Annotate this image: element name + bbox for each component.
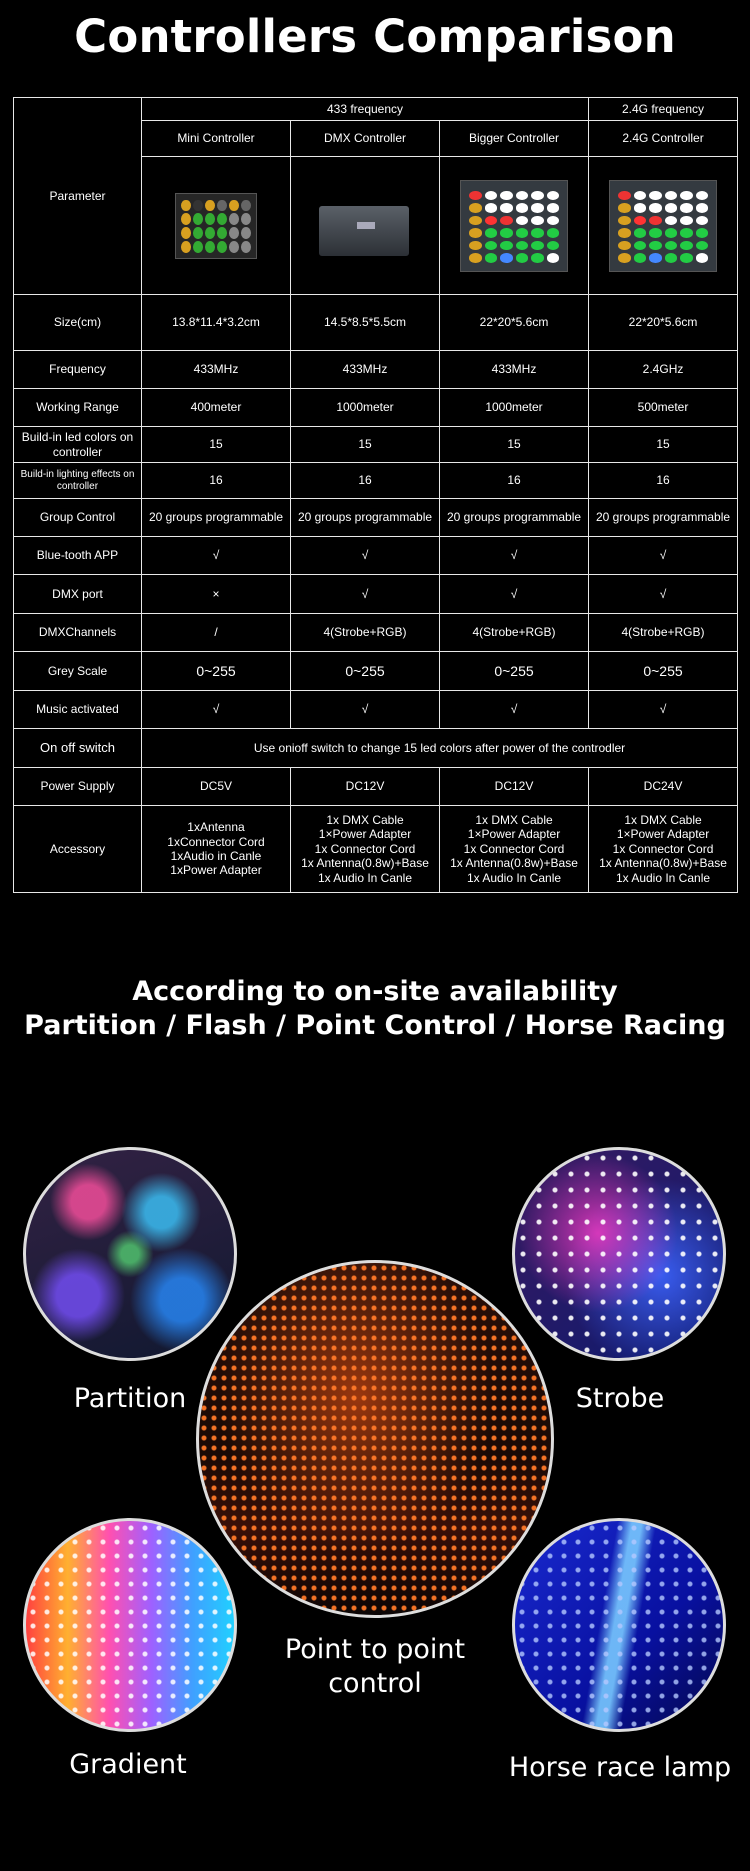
cell: 20 groups programmable — [291, 499, 440, 537]
cell: 500meter — [589, 389, 738, 427]
row-label: Music activated — [14, 691, 142, 729]
partition-photo — [23, 1147, 237, 1361]
row-label: Build-in led colors on controller — [14, 427, 142, 463]
cell: √ — [291, 537, 440, 575]
gradient-photo — [23, 1518, 237, 1732]
cell: 0~255 — [440, 652, 589, 691]
page-title: Controllers Comparison — [74, 10, 676, 63]
point-control-photo — [196, 1260, 554, 1618]
cell: 0~255 — [291, 652, 440, 691]
accessory-item: 1×Power Adapter — [616, 827, 710, 842]
cell: × — [142, 575, 291, 614]
cell: 22*20*5.6cm — [589, 295, 738, 351]
accessory-item: 1x DMX Cable — [326, 813, 404, 828]
power-label: Power Supply — [14, 768, 142, 806]
accessory-item: 1x Audio In Canle — [317, 870, 413, 885]
subtitle — [0, 975, 750, 1043]
cell: 15 — [291, 427, 440, 463]
row-label: Grey Scale — [14, 652, 142, 691]
accessory-item: 1x Antenna(0.8w)+Base — [450, 856, 578, 871]
cell: 433MHz — [291, 351, 440, 389]
accessory-item: 1x DMX Cable — [624, 813, 702, 828]
cell: √ — [142, 537, 291, 575]
cell: 15 — [142, 427, 291, 463]
cell: DC24V — [589, 768, 738, 806]
cell: √ — [440, 691, 589, 729]
accessory-item: 1x Connector Cord — [314, 841, 416, 856]
row-label: Working Range — [14, 389, 142, 427]
row-label: DMXChannels — [14, 614, 142, 652]
cell: 13.8*11.4*3.2cm — [142, 295, 291, 351]
cell: 20 groups programmable — [589, 499, 738, 537]
model-24g: 2.4G Controller — [589, 121, 738, 157]
gradient-label: Gradient — [69, 1749, 187, 1780]
24g-controller-image — [589, 157, 738, 295]
cell: 14.5*8.5*5.5cm — [291, 295, 440, 351]
row-label: Frequency — [14, 351, 142, 389]
accessory-cell-24g — [589, 806, 738, 893]
cell: 20 groups programmable — [142, 499, 291, 537]
bigger-controller-image — [440, 157, 589, 295]
cell: √ — [440, 537, 589, 575]
cell: 0~255 — [589, 652, 738, 691]
cell: 22*20*5.6cm — [440, 295, 589, 351]
point-control-line-2: control — [328, 1668, 422, 1699]
accessory-item: 1x Antenna(0.8w)+Base — [301, 856, 429, 871]
accessory-item: 1x Audio In Canle — [466, 870, 562, 885]
parameter-header: Parameter — [14, 98, 142, 295]
row-label: Size(cm) — [14, 295, 142, 351]
strobe-label: Strobe — [575, 1383, 665, 1414]
cell: / — [142, 614, 291, 652]
accessory-item: 1x DMX Cable — [475, 813, 553, 828]
row-label: Group Control — [14, 499, 142, 537]
cell: √ — [589, 575, 738, 614]
cell: 433MHz — [142, 351, 291, 389]
mini-controller-image — [142, 157, 291, 295]
subtitle-line-1: According to on-site availability — [132, 976, 618, 1007]
strobe-photo — [512, 1147, 726, 1361]
cell: √ — [440, 575, 589, 614]
accessory-item: 1xConnector Cord — [167, 834, 265, 849]
cell: √ — [589, 691, 738, 729]
cell: DC12V — [440, 768, 589, 806]
subtitle-line-2: Partition / Flash / Point Control / Horse Racing — [24, 1010, 726, 1041]
row-label: Blue-tooth APP — [14, 537, 142, 575]
onoff-label: On off switch — [14, 729, 142, 768]
cell: √ — [291, 575, 440, 614]
accessory-label: Accessory — [14, 806, 142, 893]
horse-race-photo — [512, 1518, 726, 1732]
accessory-item: 1xPower Adapter — [170, 863, 262, 878]
dmx-controller-image — [291, 157, 440, 295]
cell: 15 — [440, 427, 589, 463]
cell: 16 — [291, 463, 440, 499]
model-mini: Mini Controller — [142, 121, 291, 157]
accessory-cell-mini — [142, 806, 291, 893]
cell: 4(Strobe+RGB) — [291, 614, 440, 652]
accessory-item: 1x Audio In Canle — [615, 870, 711, 885]
cell: 15 — [589, 427, 738, 463]
accessory-item: 1×Power Adapter — [318, 827, 412, 842]
cell: √ — [291, 691, 440, 729]
accessory-item: 1x Antenna(0.8w)+Base — [599, 856, 727, 871]
cell: DC5V — [142, 768, 291, 806]
accessory-item: 1xAntenna — [187, 820, 245, 835]
cell: 400meter — [142, 389, 291, 427]
row-label: DMX port — [14, 575, 142, 614]
point-control-label — [230, 1633, 520, 1701]
cell: 16 — [589, 463, 738, 499]
cell: √ — [142, 691, 291, 729]
cell: √ — [589, 537, 738, 575]
model-dmx: DMX Controller — [291, 121, 440, 157]
model-bigger: Bigger Controller — [440, 121, 589, 157]
freq-433-header: 433 frequency — [142, 98, 589, 121]
cell: 16 — [142, 463, 291, 499]
accessory-item: 1xAudio in Canle — [170, 849, 262, 863]
onoff-text: Use onioff switch to change 15 led colors after power of the controdler — [142, 729, 738, 768]
point-control-line-1: Point to point — [284, 1634, 466, 1665]
accessory-item: 1x Connector Cord — [612, 841, 714, 856]
comparison-table — [13, 97, 738, 893]
accessory-item: 1x Connector Cord — [463, 841, 565, 856]
accessory-item: 1×Power Adapter — [467, 827, 561, 842]
cell: 0~255 — [142, 652, 291, 691]
horse-race-label: Horse race lamp — [508, 1752, 732, 1783]
cell: 16 — [440, 463, 589, 499]
accessory-cell-bigger — [440, 806, 589, 893]
cell: 1000meter — [440, 389, 589, 427]
row-label: Build-in lighting effects on controller — [14, 463, 142, 499]
freq-24g-header: 2.4G frequency — [589, 98, 738, 121]
accessory-cell-dmx — [291, 806, 440, 893]
cell: 433MHz — [440, 351, 589, 389]
cell: 4(Strobe+RGB) — [589, 614, 738, 652]
cell: 1000meter — [291, 389, 440, 427]
cell: 20 groups programmable — [440, 499, 589, 537]
cell: 2.4GHz — [589, 351, 738, 389]
partition-label: Partition — [73, 1383, 187, 1414]
cell: DC12V — [291, 768, 440, 806]
cell: 4(Strobe+RGB) — [440, 614, 589, 652]
